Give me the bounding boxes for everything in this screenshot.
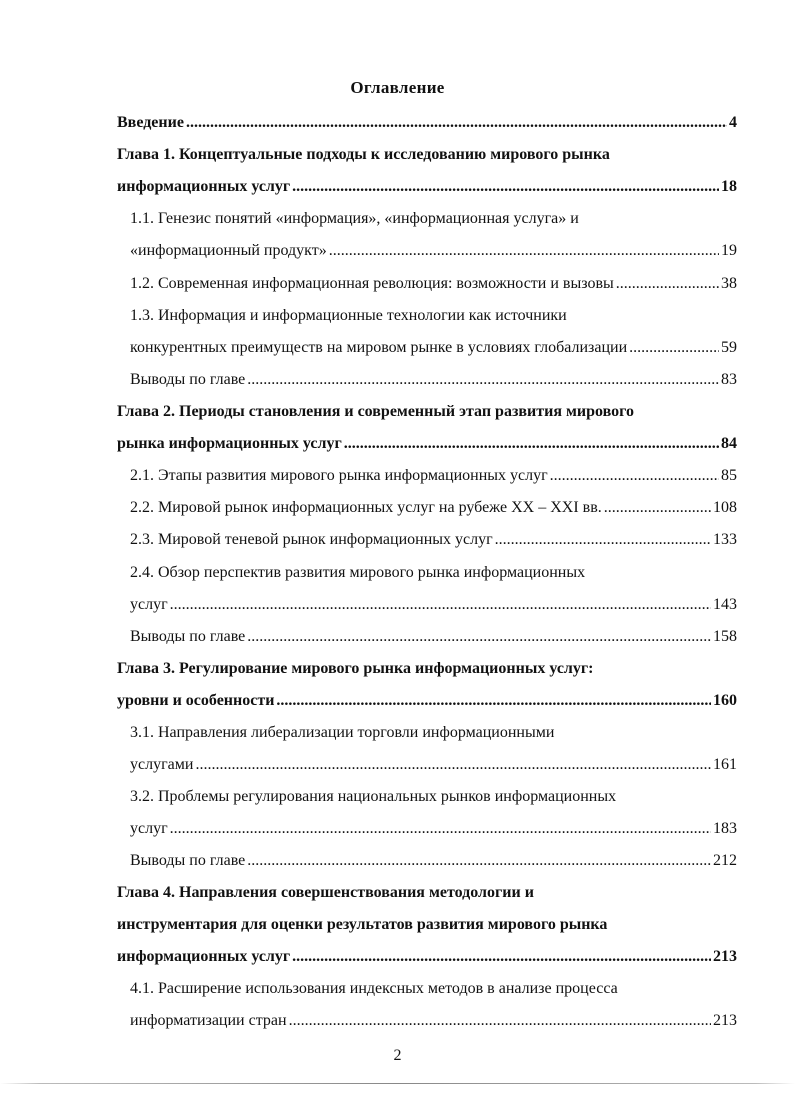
dot-leader: [292, 945, 711, 969]
scan-edge-divider: [0, 1083, 795, 1084]
toc-page-number: 18: [721, 178, 737, 195]
toc-page-number: 19: [721, 242, 737, 259]
dot-leader: [616, 272, 719, 296]
toc-section-1-2[interactable]: [130, 272, 737, 296]
toc-entry-title: информационных услуг: [117, 178, 291, 195]
toc-entry-title: 1.1. Генезис понятий «информация», «информационная услуга» и: [130, 210, 579, 227]
toc-chapter-2-conclusions[interactable]: [130, 625, 737, 649]
toc-entry-title: Глава 2. Периоды становления и современный этап развития мирового: [117, 403, 634, 420]
page-number: 2: [393, 1047, 402, 1064]
toc-chapter-2[interactable]: [117, 432, 737, 456]
dot-leader: [292, 175, 719, 199]
toc-chapter-4-title-line-2[interactable]: [117, 913, 737, 937]
toc-entry-title: Глава 3. Регулирование мирового рынка информационных услуг:: [117, 660, 594, 677]
toc-section-2-1[interactable]: [130, 464, 737, 488]
toc-entry-title: 4.1. Расширение использования индексных методов в анализе процесса: [130, 980, 618, 997]
toc-section-3-2-title[interactable]: [130, 785, 737, 809]
toc-entry-title: Глава 4. Направления совершенствования методологии и: [117, 884, 534, 901]
dot-leader: [604, 496, 711, 520]
toc-entry-title: Выводы по главе: [130, 852, 246, 869]
toc-entry-title: услуг: [130, 820, 168, 837]
toc-entry-title: информационных услуг: [117, 948, 291, 965]
dot-leader: [186, 111, 727, 135]
toc-page-number: 108: [713, 499, 737, 516]
toc-entry-title: 1.2. Современная информационная революция: возможности и вызовы: [130, 275, 614, 292]
toc-page-number: 38: [721, 275, 737, 292]
toc-section-3-2[interactable]: [130, 817, 737, 841]
toc-section-4-1[interactable]: [130, 1009, 737, 1033]
toc-entry-title: 2.2. Мировой рынок информационных услуг на рубеже XX – XXI вв.: [130, 499, 602, 516]
toc-entry-title: услуг: [130, 596, 168, 613]
toc-section-3-1-title[interactable]: [130, 721, 737, 745]
toc-chapter-3[interactable]: [117, 689, 737, 713]
toc-page-number: 83: [721, 371, 737, 388]
toc-chapter-1-conclusions[interactable]: [130, 368, 737, 392]
toc-section-1-3[interactable]: [130, 336, 737, 360]
dot-leader: [629, 336, 719, 360]
toc-entry-title: рынка информационных услуг: [117, 435, 342, 452]
toc-section-1-3-title[interactable]: [130, 304, 737, 328]
toc-page-number: 85: [721, 467, 737, 484]
toc-entry-title: уровни и особенности: [117, 692, 275, 709]
dot-leader: [195, 753, 711, 777]
toc-entry-title: 2.3. Мировой теневой рынок информационных услуг: [130, 531, 493, 548]
dot-leader: [495, 528, 711, 552]
dot-leader: [247, 849, 711, 873]
toc-page-number: 4: [729, 114, 737, 131]
toc-chapter-1[interactable]: [117, 175, 737, 199]
toc-entry-title: 3.1. Направления либерализации торговли информационными: [130, 724, 555, 741]
dot-leader: [344, 432, 719, 456]
dot-leader: [247, 625, 711, 649]
toc-page-number: 84: [721, 435, 737, 452]
toc-section-2-3[interactable]: [130, 528, 737, 552]
dot-leader: [329, 239, 719, 263]
toc-entry-title: 1.3. Информация и информационные технологии как источники: [130, 307, 567, 324]
toc-entry-title: Глава 1. Концептуальные подходы к исследованию мирового рынка: [117, 146, 610, 163]
toc-entry-title: 2.1. Этапы развития мирового рынка информационных услуг: [130, 467, 548, 484]
toc-entry-title: Выводы по главе: [130, 628, 246, 645]
toc-entry-title: 3.2. Проблемы регулирования национальных рынков информационных: [130, 788, 617, 805]
toc-page-number: 213: [713, 948, 737, 965]
toc-section-1-1[interactable]: [130, 239, 737, 263]
toc-page-number: 160: [713, 692, 737, 709]
dot-leader: [550, 464, 719, 488]
toc-entry-introduction[interactable]: [117, 111, 737, 135]
toc-section-2-2[interactable]: [130, 496, 737, 520]
toc-page-number: 183: [713, 820, 737, 837]
toc-section-1-1-title[interactable]: [130, 207, 737, 231]
toc-entry-title: информатизации стран: [130, 1012, 287, 1029]
toc-section-2-4-title[interactable]: [130, 561, 737, 585]
toc-chapter-4-title-line-1[interactable]: [117, 881, 737, 905]
toc-page-number: 213: [713, 1012, 737, 1029]
dot-leader: [289, 1009, 711, 1033]
toc-section-4-1-title[interactable]: [130, 977, 737, 1001]
toc-chapter-2-title[interactable]: [117, 400, 737, 424]
toc-entry-title: Введение: [117, 114, 184, 131]
toc-chapter-3-conclusions[interactable]: [130, 849, 737, 873]
toc-entry-title: «информационный продукт»: [130, 242, 327, 259]
toc-page-number: 158: [713, 628, 737, 645]
toc-page-number: 59: [721, 339, 737, 356]
toc-entry-title: Выводы по главе: [130, 371, 246, 388]
dot-leader: [247, 368, 719, 392]
toc-page-number: 212: [713, 852, 737, 869]
toc-entry-title: 2.4. Обзор перспектив развития мирового рынка информационных: [130, 564, 586, 581]
toc-entry-title: инструментария для оценки результатов развития мирового рынка: [117, 916, 608, 933]
toc-chapter-1-title[interactable]: [117, 143, 737, 167]
page-title: Оглавление: [350, 78, 445, 97]
toc-section-3-1[interactable]: [130, 753, 737, 777]
dot-leader: [276, 689, 711, 713]
toc-section-2-4[interactable]: [130, 593, 737, 617]
toc-entry-title: услугами: [130, 756, 194, 773]
toc-page-number: 133: [713, 531, 737, 548]
toc-page-number: 143: [713, 596, 737, 613]
toc-chapter-3-title[interactable]: [117, 657, 737, 681]
toc-page-number: 161: [713, 756, 737, 773]
toc-chapter-4[interactable]: [117, 945, 737, 969]
toc-entry-title: конкурентных преимуществ на мировом рынке в условиях глобализации: [130, 339, 628, 356]
dot-leader: [170, 593, 711, 617]
dot-leader: [170, 817, 711, 841]
